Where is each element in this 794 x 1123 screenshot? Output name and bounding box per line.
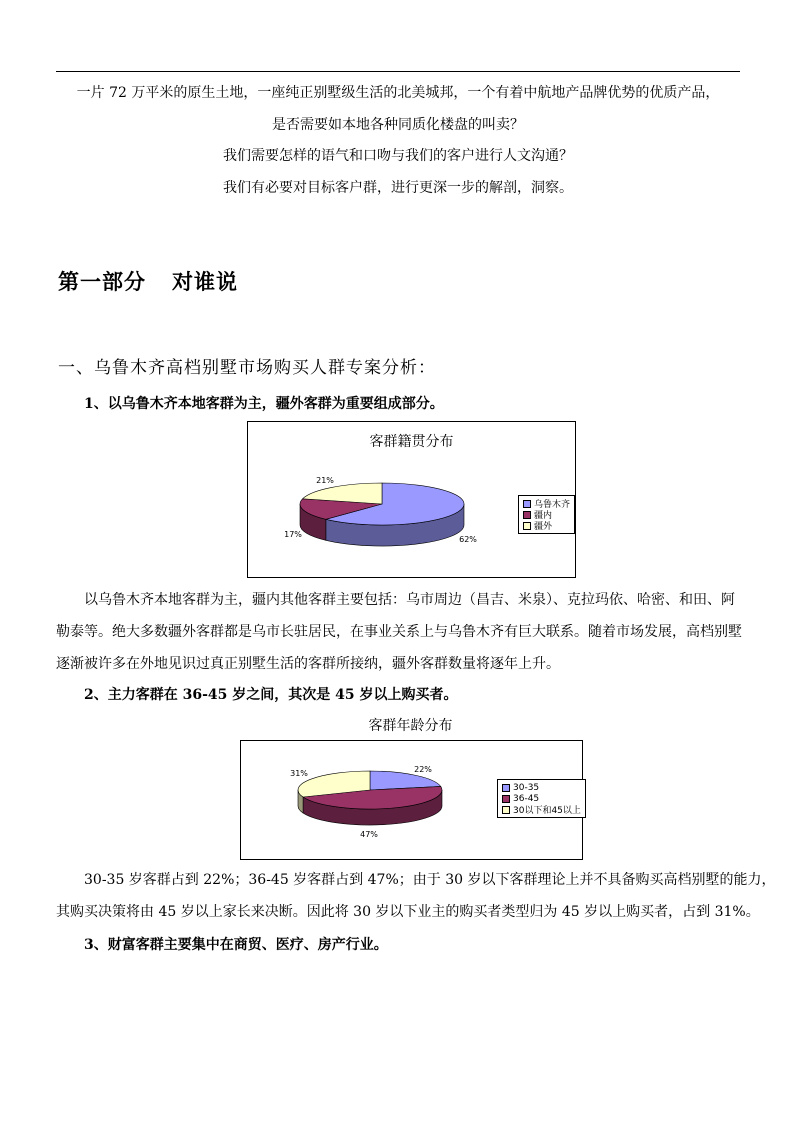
legend-swatch [523, 511, 531, 519]
part-title: 对谁说 [172, 269, 238, 294]
pie-value-label: 21% [316, 476, 334, 485]
pie-value-label: 62% [459, 535, 477, 544]
legend-label: 30以下和45以上 [513, 806, 581, 816]
point-heading-3: 3、财富客群主要集中在商贸、医疗、房产行业。 [84, 937, 388, 953]
legend-label: 乌鲁木齐 [534, 500, 571, 510]
legend-label: 疆内 [534, 511, 553, 521]
chart-title: 客群籍贯分布 [369, 434, 454, 450]
paragraph-line: 其购买决策将由 45 岁以上家长来决断。因此将 30 岁以下业主的购买者类型归为 45 岁以上购买者，占到 31%。 [56, 904, 760, 920]
intro-line: 是否需要如本地各种同质化楼盘的叫卖？ [272, 116, 524, 133]
paragraph-line: 30-35 岁客群占到 22%；36-45 岁客群占到 47%；由于 30 岁以下客群理论上并不具备购买高档别墅的能力， [84, 872, 776, 888]
intro-block [56, 78, 740, 204]
part-heading [58, 266, 238, 296]
chart-title: 客群年龄分布 [368, 718, 453, 734]
chart-legend [497, 779, 586, 818]
legend-label: 30-35 [513, 782, 540, 793]
legend-swatch [502, 784, 510, 792]
point-paragraph-1 [56, 584, 740, 680]
intro-line: 我们需要怎样的语气和口吻与我们的客户进行人文沟通？ [223, 148, 573, 164]
chart-origin-distribution [247, 421, 576, 578]
chart-legend [518, 495, 575, 534]
paragraph-line: 勒泰等。绝大多数疆外客群都是乌市长驻居民，在事业关系上与乌鲁木齐有巨大联系。随着市场发展，高档别墅 [56, 624, 742, 640]
legend-swatch [523, 500, 531, 508]
legend-entry [502, 782, 581, 793]
section-title: 一、乌鲁木齐高档别墅市场购买人群专案分析： [58, 358, 436, 378]
legend-swatch [523, 522, 531, 530]
pie-value-label: 17% [284, 530, 302, 539]
intro-line: 一片 72 万平米的原生土地，一座纯正别墅级生活的北美城邦，一个有着中航地产品牌优势的优质产品， [76, 85, 720, 101]
chart-age-distribution [240, 740, 583, 860]
legend-swatch [502, 795, 510, 803]
point-heading-2: 2、主力客群在 36-45 岁之间，其次是 45 岁以上购买者。 [84, 687, 458, 703]
pie-value-label: 31% [290, 769, 308, 778]
paragraph-line: 逐渐被许多在外地见识过真正别墅生活的客群所接纳，疆外客群数量将逐年上升。 [56, 656, 560, 672]
header-rule [56, 71, 740, 72]
pie-value-label: 22% [414, 765, 432, 774]
part-label: 第一部分 [58, 269, 146, 294]
legend-entry [523, 520, 570, 531]
paragraph-line: 以乌鲁木齐本地客群为主，疆内其他客群主要包括：乌市周边（昌吉、米泉）、克拉玛依、哈密、和田、阿 [84, 592, 735, 608]
point-heading-1: 1、以乌鲁木齐本地客群为主，疆外客群为重要组成部分。 [84, 396, 444, 412]
pie-value-label: 47% [360, 830, 378, 839]
point-paragraph-2 [56, 864, 776, 928]
legend-entry [502, 804, 581, 815]
legend-label: 36-45 [513, 793, 540, 804]
intro-line: 我们有必要对目标客户群，进行更深一步的解剖，洞察。 [223, 179, 573, 196]
legend-swatch [502, 806, 510, 814]
legend-label: 疆外 [534, 522, 553, 532]
